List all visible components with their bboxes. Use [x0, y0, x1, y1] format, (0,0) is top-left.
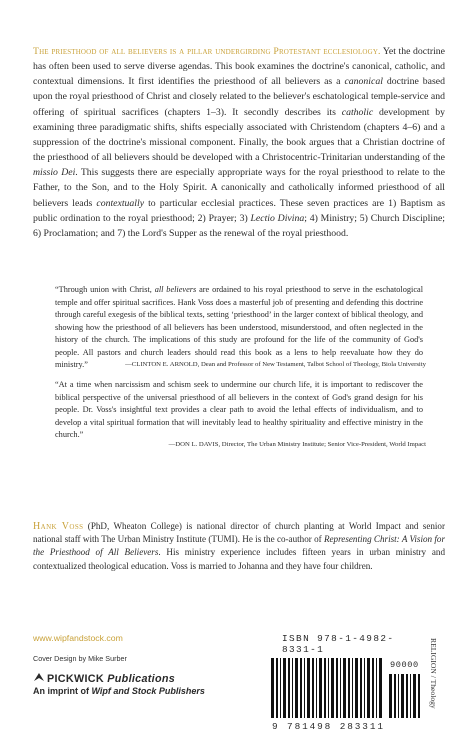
barcode-bar — [398, 674, 399, 718]
barcode-bar — [389, 674, 392, 718]
barcode-bar — [304, 658, 305, 718]
barcode-bar — [394, 674, 396, 718]
barcode-bar — [312, 658, 314, 718]
isbn-text: ISBN 978-1-4982-8331-1 — [282, 633, 395, 655]
author-bio: Hank Voss (PhD, Wheaton College) is national director of church planting at World Impact and senior national staff with The Urban Ministry Institute (TUMI). He is the co-author of Representing Christ: A Vision for the Priesthood of All Believers. His ministry experience includes fifteen years in urban ministry and contextualized theological education. Voss is married to Johanna and they have four children. — [33, 521, 446, 571]
barcode-bar — [292, 658, 293, 718]
barcode-bar — [401, 674, 404, 718]
barcode-bar — [307, 658, 310, 718]
blurb-lead: The priesthood of all believers is a pillar undergirding Protestant ecclesiology. — [33, 46, 381, 57]
barcode-digits: 9 781498 283311 — [272, 721, 385, 732]
barcode-bar — [276, 658, 278, 718]
imprint-line: An imprint of Wipf and Stock Publishers — [33, 686, 205, 696]
barcode-bar — [379, 658, 382, 718]
barcode-bar — [316, 658, 317, 718]
book-category: RELIGION / Theology — [429, 638, 438, 709]
barcode-bar — [324, 658, 326, 718]
barcode-bar — [331, 658, 334, 718]
price-addon-number: 90000 — [390, 660, 419, 670]
back-cover-blurb: The priesthood of all believers is a pillar undergirding Protestant ecclesiology. Yet the doctrine has often been used to serve diverse agendas. This book examines the doctrine's canonical, catholic, and contextual dimensions. It first identifies the priesthood of all believers as a canonical doctrine based upon the royal priesthood of Christ and closely related to the believer's eschatological temple-service and offering of spiritual sacrifices (chapters 1–3). It secondly describes its catholic development by examining three paradigmatic shifts, shifts especially associated with Christendom (chapters 4–6) and a suppression of the doctrine's missional component. Finally, the book argues that a Christian doctrine of the priesthood of all believers should be developed with a Christocentric-Trinitarian understanding of the missio Dei. This suggests there are especially appropriate ways for the royal priesthood to relate to the Father, to the Son, and to the Holy Spirit. A canonically and catholically informed priesthood of all believers leads contextually to particular ecclesial practices. These seven practices are 1) Baptism as public ordination to the royal priesthood; 2) Prayer; 3) Lectio Divina; 4) Ministry; 5) Church Discipline; 6) Proclamation; and 7) the Lord's Supper as the renewal of the royal priesthood. — [33, 46, 445, 239]
barcode-bar — [319, 658, 322, 718]
barcode-bar — [376, 658, 377, 718]
publisher-name: PICKWICK Publications — [47, 673, 176, 685]
barcode-bar — [364, 658, 365, 718]
barcode-bar — [336, 658, 338, 718]
barcode-bar — [360, 658, 362, 718]
barcode-bar — [340, 658, 341, 718]
endorsement-attribution-arnold: —CLINTON E. ARNOLD, Dean and Professor of New Testament, Talbot School of Theology, Biola University — [125, 361, 426, 368]
publisher-website[interactable]: www.wipfandstock.com — [33, 633, 123, 643]
barcode-bar — [413, 674, 416, 718]
barcode-bar — [352, 658, 353, 718]
endorsement-quote-davis: “At a time when narcissism and schism seek to undermine our church life, it is important to rediscover the biblical perspective of the universal priesthood of all believers in the context of God's grand design for his people. Dr. Voss's insightful text provides a clear path to avoid the lethal effects of individualism, and to develop a vital spiritual formation that will inevitably lead to healthy spirituality and effective ministry in the church.” — [55, 380, 423, 439]
cover-design-credit: Cover Design by Mike Surber — [33, 654, 127, 663]
barcode-bar — [271, 658, 274, 718]
barcode-bar — [406, 674, 408, 718]
barcode-bar — [343, 658, 346, 718]
barcode-bar — [300, 658, 302, 718]
endorsement-attribution-davis: —DON L. DAVIS, Director, The Urban Ministry Institute; Senior Vice-President, World Impact — [168, 441, 426, 448]
isbn-barcode — [270, 633, 426, 732]
barcode-bar — [418, 674, 420, 718]
barcode-bar — [367, 658, 370, 718]
endorsement-quote-arnold: “Through union with Christ, all believers are ordained to his royal priesthood to serve in the eschatological temple and offer spiritual sacrifices. Hank Voss does a masterful job of presenting and defending this doctrine through careful exegesis of the biblical texts, setting ‘priesthood’ in the larger context of biblical theology, and showing how the priesthood of all believers has been understood, misunderstood, and often neglected in the history of the church. The implications of this study are profound for the life of the community of God's people. All pastors and church leaders should read this book as a lens to help reevaluate how they do ministry.” — [55, 285, 424, 369]
barcode-bar — [328, 658, 329, 718]
barcode-bar — [288, 658, 290, 718]
ean-barcode-bars — [270, 658, 382, 718]
barcode-bar — [372, 658, 374, 718]
barcode-bar — [283, 658, 286, 718]
addon-barcode-bars — [388, 674, 424, 718]
barcode-bar — [280, 658, 281, 718]
author-name: Hank Voss — [33, 521, 84, 532]
barcode-bar — [295, 658, 298, 718]
barcode-bar — [348, 658, 350, 718]
barcode-bar — [355, 658, 358, 718]
barcode-bar — [410, 674, 411, 718]
